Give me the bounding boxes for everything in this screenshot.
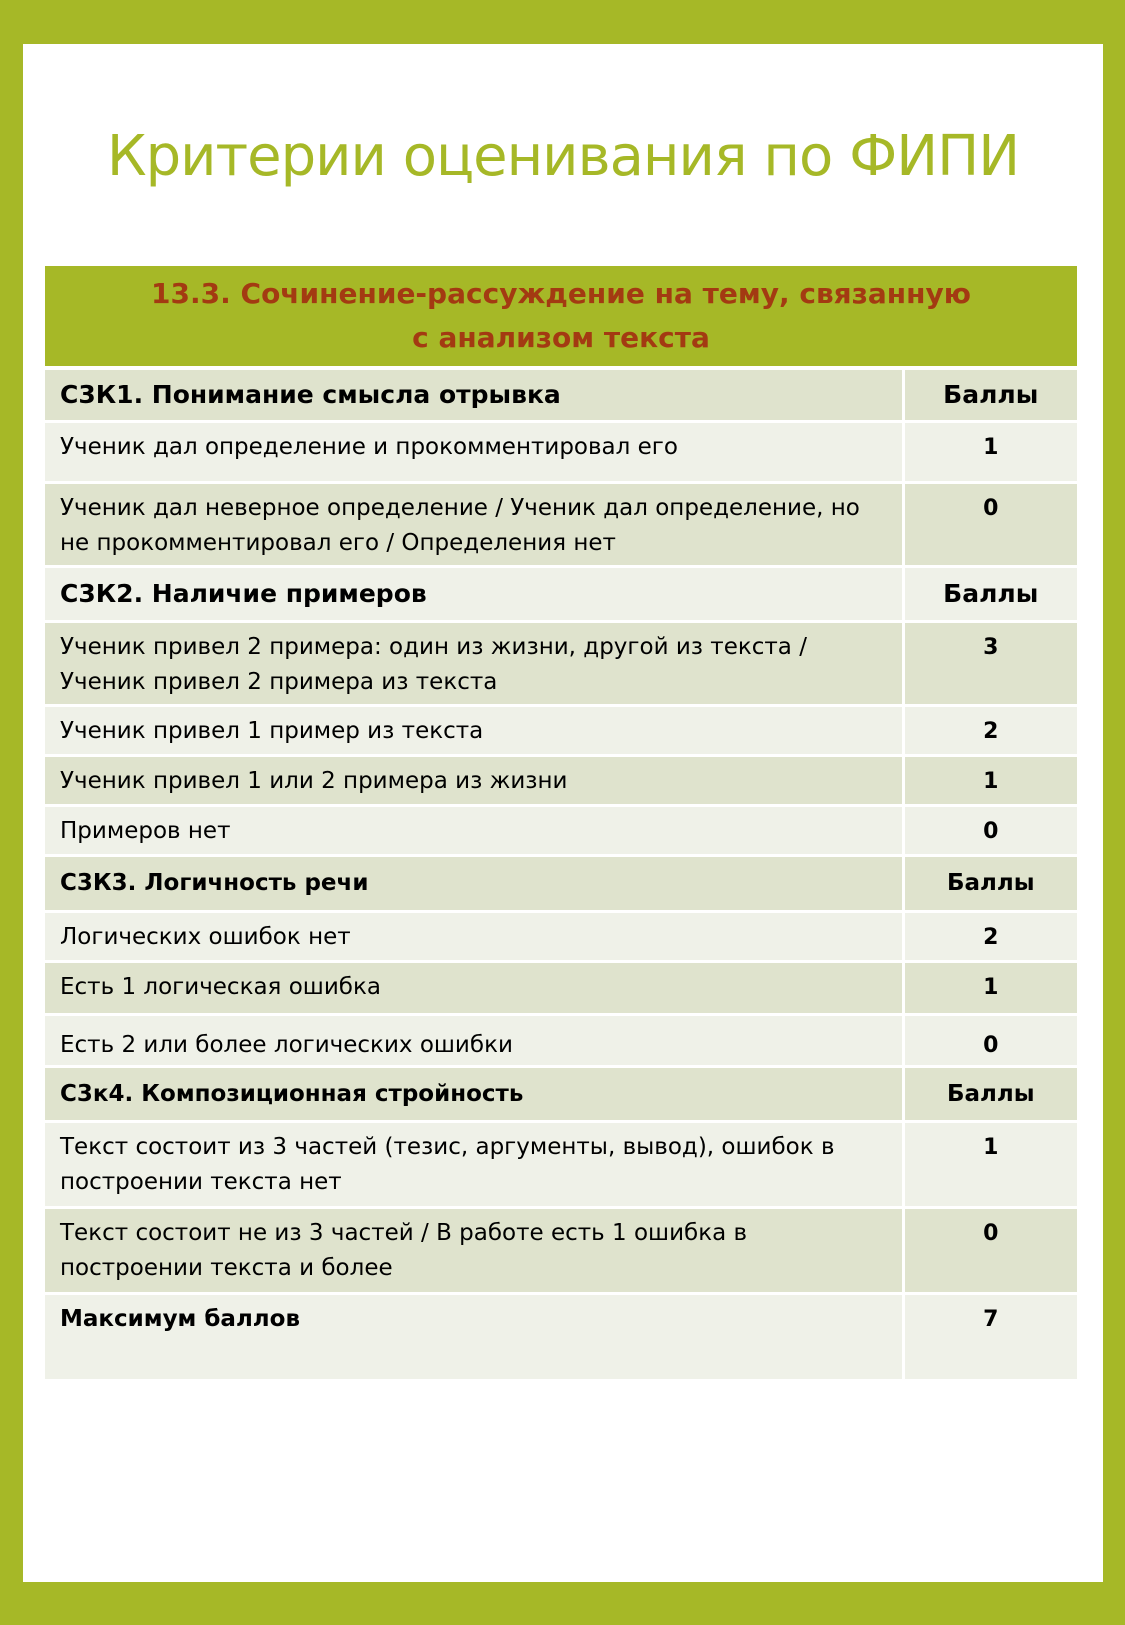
- criterion-text: Текст состоит не из 3 частей / В работе есть 1 ошибка в построении текста и более: [45, 1207, 903, 1293]
- section-title: С3К3. Логичность речи: [45, 855, 903, 911]
- points-header: Баллы: [903, 1066, 1077, 1121]
- slide: [23, 44, 1103, 1582]
- table-row: [45, 961, 1077, 1014]
- criterion-text: Ученик привел 1 или 2 примера из жизни: [45, 755, 903, 805]
- section-header-row: [45, 566, 1077, 621]
- section-title: С3К2. Наличие примеров: [45, 566, 903, 621]
- criterion-text: Ученик дал определение и прокомментировал его: [45, 421, 903, 482]
- criterion-points: 1: [903, 421, 1077, 482]
- points-header: Баллы: [903, 855, 1077, 911]
- criterion-points: 0: [903, 805, 1077, 855]
- points-header: Баллы: [903, 368, 1077, 421]
- criterion-text: Логических ошибок нет: [45, 911, 903, 961]
- criterion-text: Ученик привел 2 примера: один из жизни, другой из текста / Ученик привел 2 примера из текста: [45, 621, 903, 705]
- criterion-points: 2: [903, 705, 1077, 755]
- criterion-points: 3: [903, 621, 1077, 705]
- total-label: Максимум баллов: [45, 1293, 903, 1379]
- table-row: [45, 755, 1077, 805]
- table-caption-line-1: 13.3. Сочинение-рассуждение на тему, связанную: [151, 277, 971, 310]
- table-row: [45, 911, 1077, 961]
- section-header-row: [45, 368, 1077, 421]
- section-title: С3К1. Понимание смысла отрывка: [45, 368, 903, 421]
- criterion-points: 1: [903, 755, 1077, 805]
- criterion-text: Примеров нет: [45, 805, 903, 855]
- table-row: [45, 421, 1077, 482]
- criterion-points: 2: [903, 911, 1077, 961]
- section-header-row: [45, 1066, 1077, 1121]
- table-caption: [45, 266, 1077, 368]
- criterion-points: 1: [903, 1121, 1077, 1207]
- criterion-text: Текст состоит из 3 частей (тезис, аргументы, вывод), ошибок в построении текста нет: [45, 1121, 903, 1207]
- table-row: [45, 805, 1077, 855]
- table-row: [45, 1207, 1077, 1293]
- criterion-text: Есть 1 логическая ошибка: [45, 961, 903, 1014]
- total-points: 7: [903, 1293, 1077, 1379]
- table-row: [45, 705, 1077, 755]
- table-row: [45, 621, 1077, 705]
- criterion-text: Есть 2 или более логических ошибки: [45, 1014, 903, 1066]
- table-row: [45, 1014, 1077, 1066]
- criterion-points: 0: [903, 482, 1077, 566]
- table-row: [45, 1121, 1077, 1207]
- section-header-row: [45, 855, 1077, 911]
- total-row: [45, 1293, 1077, 1379]
- slide-title: Критерии оценивания по ФИПИ: [106, 124, 1020, 189]
- criterion-text: Ученик привел 1 пример из текста: [45, 705, 903, 755]
- points-header: Баллы: [903, 566, 1077, 621]
- table-caption-row: [45, 266, 1077, 368]
- criteria-table: [45, 266, 1077, 1379]
- criterion-text: Ученик дал неверное определение / Ученик дал определение, но не прокомментировал его / Определения нет: [45, 482, 903, 566]
- criterion-points: 0: [903, 1014, 1077, 1066]
- section-title: С3к4. Композиционная стройность: [45, 1066, 903, 1121]
- criterion-points: 0: [903, 1207, 1077, 1293]
- table-row: [45, 482, 1077, 566]
- table-caption-line-2: с анализом текста: [412, 321, 710, 354]
- criterion-points: 1: [903, 961, 1077, 1014]
